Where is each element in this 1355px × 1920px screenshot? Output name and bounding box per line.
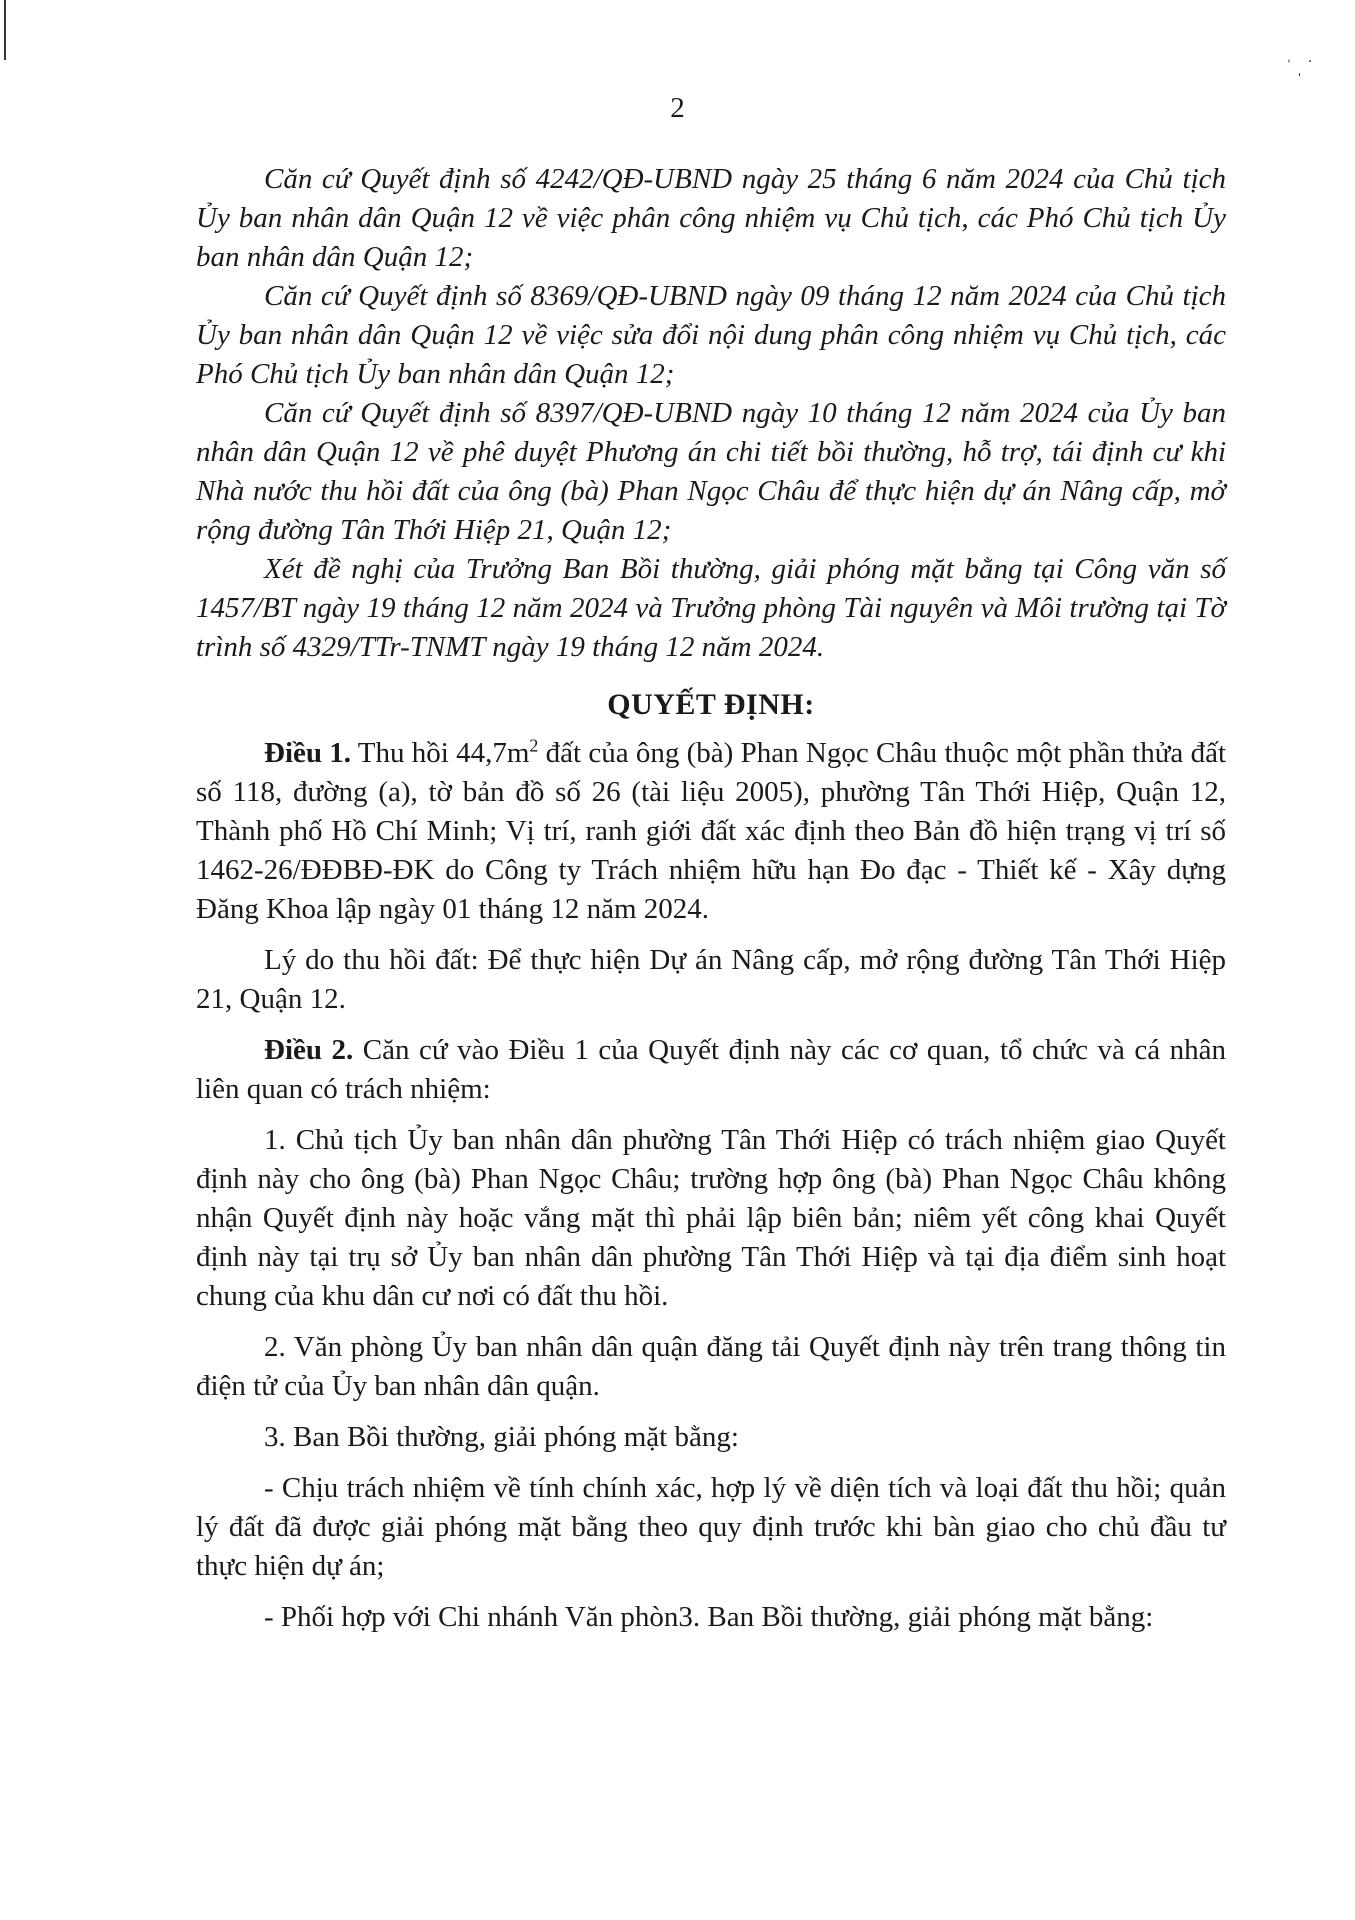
article-1-sup: 2 <box>529 735 539 756</box>
page-number: 2 <box>670 92 685 124</box>
preamble-4: Xét đề nghị của Trưởng Ban Bồi thường, giải phóng mặt bằng tại Công văn số 1457/BT ngày 19 tháng 12 năm 2024 và Trưởng phòng Tài nguyên và Môi trường tại Tờ trình số 4329/TTr-TNMT ngày 19 tháng 12 năm 2024. <box>196 553 1226 663</box>
article-2 <box>196 1031 1226 1109</box>
article-2-item-2: 2. Văn phòng Ủy ban nhân dân quận đăng tải Quyết định này trên trang thông tin điện tử của Ủy ban nhân dân quận. <box>196 1331 1226 1402</box>
preamble-3: Căn cứ Quyết định số 8397/QĐ-UBND ngày 10 tháng 12 năm 2024 của Ủy ban nhân dân Quận 12 về phê duyệt Phương án chi tiết bồi thường, hỗ trợ, tái định cư khi Nhà nước thu hồi đất của ông (bà) Phan Ngọc Châu để thực hiện dự án Nâng cấp, mở rộng đường Tân Thới Hiệp 21, Quận 12; <box>196 397 1226 546</box>
article-2-label: Điều 2. <box>264 1034 354 1066</box>
decision-heading: QUYẾT ĐỊNH: <box>607 688 815 721</box>
article-1-reason: Lý do thu hồi đất: Để thực hiện Dự án Nâng cấp, mở rộng đường Tân Thới Hiệp 21, Quận 12. <box>196 944 1226 1015</box>
article-2-item-3a: - Chịu trách nhiệm về tính chính xác, hợp lý về diện tích và loại đất thu hồi; quản lý đất đã được giải phóng mặt bằng theo quy định trước khi bàn giao cho chủ đầu tư thực hiện dự án; <box>196 1472 1226 1582</box>
article-1-text-b: đất của ông (bà) Phan Ngọc Châu thuộc một phần thửa đất số 118, đường (a), tờ bản đồ số 26 (tài liệu 2005), phường Tân Thới Hiệp, Quận 12, Thành phố Hồ Chí Minh; Vị trí, ranh giới đất xác định theo Bản đồ hiện trạng vị trí số 1462-26/ĐĐBĐ-ĐK do Công ty Trách nhiệm hữu hạn Đo đạc - Thiết kế - Xây dựng Đăng Khoa lập ngày 01 tháng 12 năm 2024. <box>196 737 1227 925</box>
article-2-item-1: 1. Chủ tịch Ủy ban nhân dân phường Tân Thới Hiệp có trách nhiệm giao Quyết định này cho ông (bà) Phan Ngọc Châu; trường hợp ông (bà) Phan Ngọc Châu không nhận Quyết định này hoặc vắng mặt thì phải lập biên bản; niêm yết công khai Quyết định này tại trụ sở Ủy ban nhân dân phường Tân Thới Hiệp và tại địa điểm sinh hoạt chung của khu dân cư nơi có đất thu hồi. <box>196 1124 1226 1312</box>
scan-marks: ˈ ˌ ˙ <box>1286 56 1313 76</box>
preamble-2: Căn cứ Quyết định số 8369/QĐ-UBND ngày 09 tháng 12 năm 2024 của Chủ tịch Ủy ban nhân dân Quận 12 về việc sửa đổi nội dung phân công nhiệm vụ Chủ tịch, các Phó Chủ tịch Ủy ban nhân dân Quận 12; <box>196 280 1226 390</box>
article-2-item-3b: - Phối hợp với Chi nhánh Văn phòn3. Ban Bồi thường, giải phóng mặt bằng: <box>264 1601 1154 1633</box>
preamble-1: Căn cứ Quyết định số 4242/QĐ-UBND ngày 25 tháng 6 năm 2024 của Chủ tịch Ủy ban nhân dân Quận 12 về việc phân công nhiệm vụ Chủ tịch, các Phó Chủ tịch Ủy ban nhân dân Quận 12; <box>196 163 1226 273</box>
article-2-item-3: 3. Ban Bồi thường, giải phóng mặt bằng: <box>264 1421 739 1453</box>
article-1-text-a: Thu hồi 44,7m <box>351 737 530 769</box>
article-2-text: Căn cứ vào Điều 1 của Quyết định này các cơ quan, tổ chức và cá nhân liên quan có trách nhiệm: <box>196 1034 1226 1105</box>
article-1 <box>196 734 1226 929</box>
scan-edge-line <box>4 0 6 60</box>
document-body <box>196 160 1226 1649</box>
article-1-label: Điều 1. <box>264 737 352 769</box>
